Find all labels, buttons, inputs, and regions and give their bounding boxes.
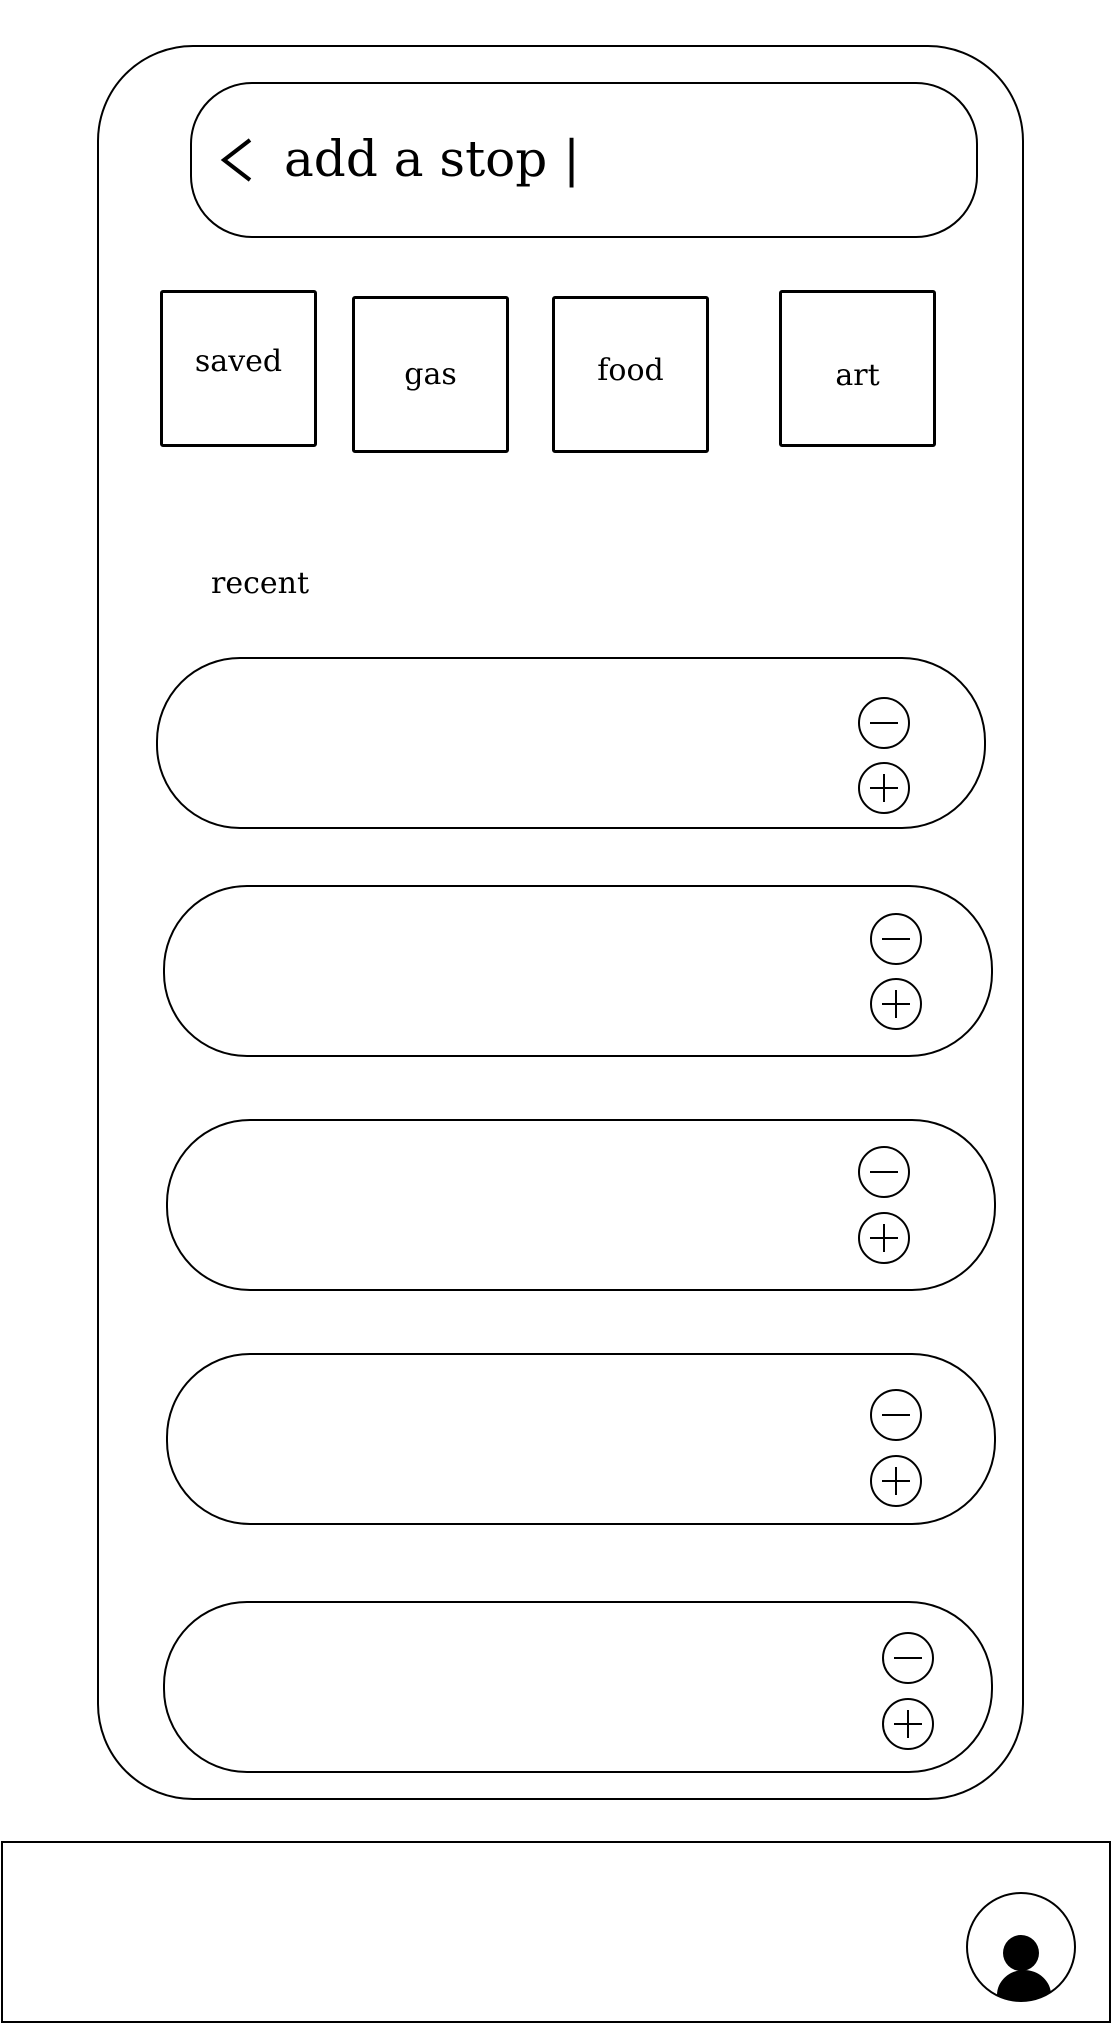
remove-stop-icon[interactable] [882,1632,934,1684]
category-label: saved [194,344,283,379]
category-label: art [835,358,880,393]
bottom-nav-bar [1,1841,1111,2023]
category-saved[interactable] [160,290,317,447]
list-item[interactable] [163,1601,993,1773]
remove-stop-icon[interactable] [870,1389,922,1441]
add-stop-icon[interactable] [858,762,910,814]
list-item[interactable] [163,885,993,1057]
list-item[interactable] [166,1119,996,1291]
recent-heading: recent [211,566,310,601]
profile-avatar-icon[interactable] [965,1891,1077,2003]
add-stop-icon[interactable] [882,1698,934,1750]
category-label: food [597,353,664,388]
remove-stop-icon[interactable] [858,697,910,749]
back-icon[interactable] [218,134,254,186]
category-gas[interactable] [352,296,509,453]
category-art[interactable] [779,290,936,447]
search-input[interactable]: add a stop | [284,130,581,188]
add-stop-icon[interactable] [870,1455,922,1507]
remove-stop-icon[interactable] [858,1146,910,1198]
remove-stop-icon[interactable] [870,913,922,965]
category-label: gas [404,357,457,392]
add-stop-icon[interactable] [870,978,922,1030]
category-food[interactable] [552,296,709,453]
add-stop-icon[interactable] [858,1212,910,1264]
